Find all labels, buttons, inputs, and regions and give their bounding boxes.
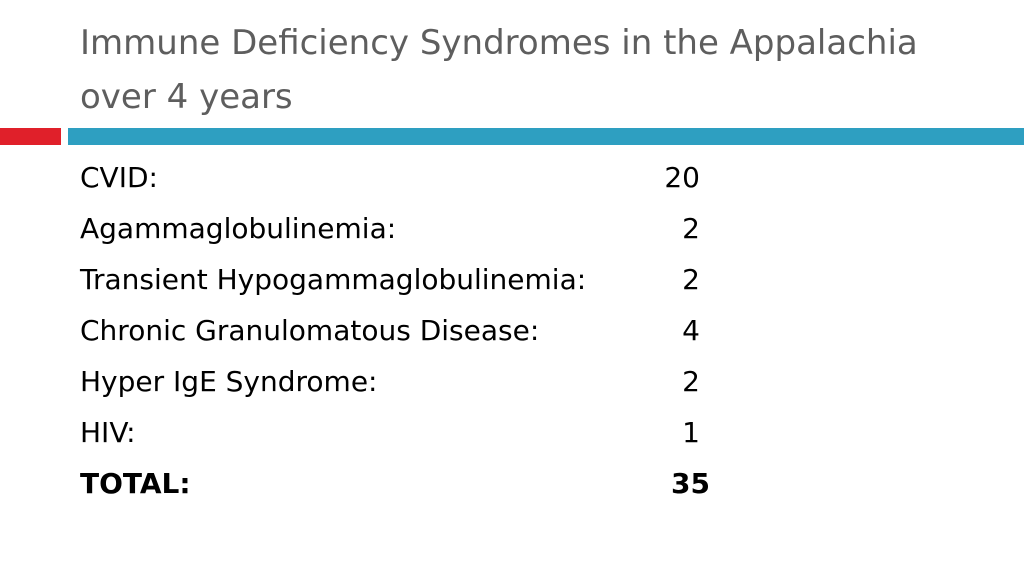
row-value: 2: [682, 263, 700, 296]
list-item-hiv: [80, 407, 740, 458]
row-label: Transient Hypogammaglobulinemia:: [80, 263, 587, 296]
row-label: HIV:: [80, 416, 136, 449]
total-value: 35: [671, 467, 710, 500]
row-label: Agammaglobulinemia:: [80, 212, 397, 245]
list-item-cvid: [80, 152, 740, 203]
row-value: 2: [682, 365, 700, 398]
list-item-transient-hypogammaglobulinemia: [80, 254, 740, 305]
row-value: 4: [682, 314, 700, 347]
row-label: Hyper IgE Syndrome:: [80, 365, 378, 398]
list-item-hyper-ige-syndrome: [80, 356, 740, 407]
row-value: 20: [664, 161, 700, 194]
row-value: 1: [682, 416, 700, 449]
row-label: CVID:: [80, 161, 158, 194]
list-item-chronic-granulomatous-disease: [80, 305, 740, 356]
row-value: 2: [682, 212, 700, 245]
data-list: [80, 152, 740, 509]
list-item-agammaglobulinemia: [80, 203, 740, 254]
accent-bar-red: [0, 128, 61, 145]
accent-bar-blue: [68, 128, 1024, 145]
list-item-total: [80, 458, 740, 509]
row-label: Chronic Granulomatous Disease:: [80, 314, 540, 347]
total-label: TOTAL:: [80, 467, 191, 500]
slide-title: Immune Deficiency Syndromes in the Appalachia over 4 years: [80, 23, 918, 117]
